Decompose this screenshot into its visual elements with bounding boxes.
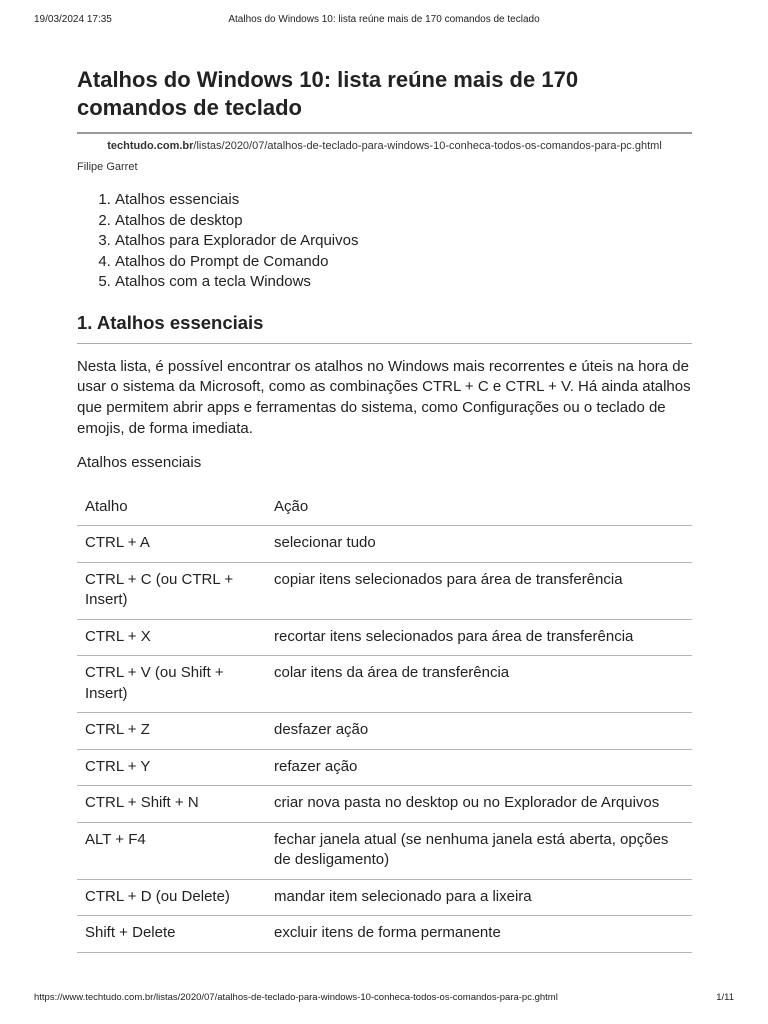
table-row: [77, 526, 692, 563]
column-header-action: Ação: [266, 486, 692, 526]
source-domain[interactable]: techtudo.com.br: [107, 140, 194, 152]
section-heading: 1. Atalhos essenciais: [77, 309, 692, 344]
print-title: Atalhos do Windows 10: lista reúne mais de 170 comandos de teclado: [228, 14, 540, 25]
action-cell: selecionar tudo: [266, 526, 692, 563]
shortcut-cell: CTRL + D (ou Delete): [77, 879, 266, 916]
table-row: [77, 786, 692, 823]
action-cell: mandar item selecionado para a lixeira: [266, 879, 692, 916]
print-footer: [34, 992, 734, 1006]
action-cell: desfazer ação: [266, 713, 692, 750]
print-header: [34, 14, 734, 30]
page-number: 1/11: [716, 992, 734, 1003]
source-path[interactable]: /listas/2020/07/atalhos-de-teclado-para-windows-10-conheca-todos-os-comandos-para-pc.ghtml: [193, 140, 662, 152]
action-cell: colar itens da área de transferência: [266, 656, 692, 713]
table-row: [77, 619, 692, 656]
shortcut-cell: CTRL + V (ou Shift + Insert): [77, 656, 266, 713]
table-row: [77, 749, 692, 786]
toc-item[interactable]: 5. Atalhos com a tecla Windows: [115, 272, 692, 293]
table-row: [77, 916, 692, 953]
shortcuts-table: [77, 486, 692, 953]
table-row: [77, 562, 692, 619]
shortcut-cell: CTRL + X: [77, 619, 266, 656]
table-row: [77, 713, 692, 750]
shortcut-cell: CTRL + Z: [77, 713, 266, 750]
toc-item[interactable]: 4. Atalhos do Prompt de Comando: [115, 252, 692, 273]
table-row: [77, 822, 692, 879]
shortcut-cell: CTRL + A: [77, 526, 266, 563]
page-title: Atalhos do Windows 10: lista reúne mais de 170 comandos de teclado: [77, 67, 579, 120]
action-cell: criar nova pasta no desktop ou no Explorador de Arquivos: [266, 786, 692, 823]
table-header-row: [77, 486, 692, 526]
toc-item[interactable]: 3. Atalhos para Explorador de Arquivos: [115, 231, 692, 252]
shortcut-cell: CTRL + Y: [77, 749, 266, 786]
action-cell: refazer ação: [266, 749, 692, 786]
footer-url: https://www.techtudo.com.br/listas/2020/07/atalhos-de-teclado-para-windows-10-conheca-todos-os-comandos-para-pc.ghtml: [34, 992, 558, 1003]
table-row: [77, 879, 692, 916]
table-of-contents: [77, 190, 692, 293]
author-name: Filipe Garret: [77, 161, 138, 173]
table-caption: Atalhos essenciais: [77, 453, 202, 471]
shortcut-cell: Shift + Delete: [77, 916, 266, 953]
shortcut-cell: CTRL + Shift + N: [77, 786, 266, 823]
source-link[interactable]: [77, 132, 692, 154]
action-cell: excluir itens de forma permanente: [266, 916, 692, 953]
column-header-shortcut: Atalho: [77, 486, 266, 526]
table-row: [77, 656, 692, 713]
shortcut-cell: CTRL + C (ou CTRL + Insert): [77, 562, 266, 619]
action-cell: fechar janela atual (se nenhuma janela está aberta, opções de desligamento): [266, 822, 692, 879]
shortcut-cell: ALT + F4: [77, 822, 266, 879]
section-intro: Nesta lista, é possível encontrar os atalhos no Windows mais recorrentes e úteis na hora de usar o sistema da Microsoft, como as combinações CTRL + C e CTRL + V. Há ainda atalhos que permitem abrir apps e ferramentas do sistema, como Configurações ou o teclado de emojis, de forma imediata.: [77, 357, 691, 437]
action-cell: copiar itens selecionados para área de transferência: [266, 562, 692, 619]
article: [77, 66, 692, 953]
action-cell: recortar itens selecionados para área de transferência: [266, 619, 692, 656]
toc-item[interactable]: 1. Atalhos essenciais: [115, 190, 692, 211]
toc-item[interactable]: 2. Atalhos de desktop: [115, 211, 692, 232]
print-date: 19/03/2024 17:35: [34, 14, 112, 25]
